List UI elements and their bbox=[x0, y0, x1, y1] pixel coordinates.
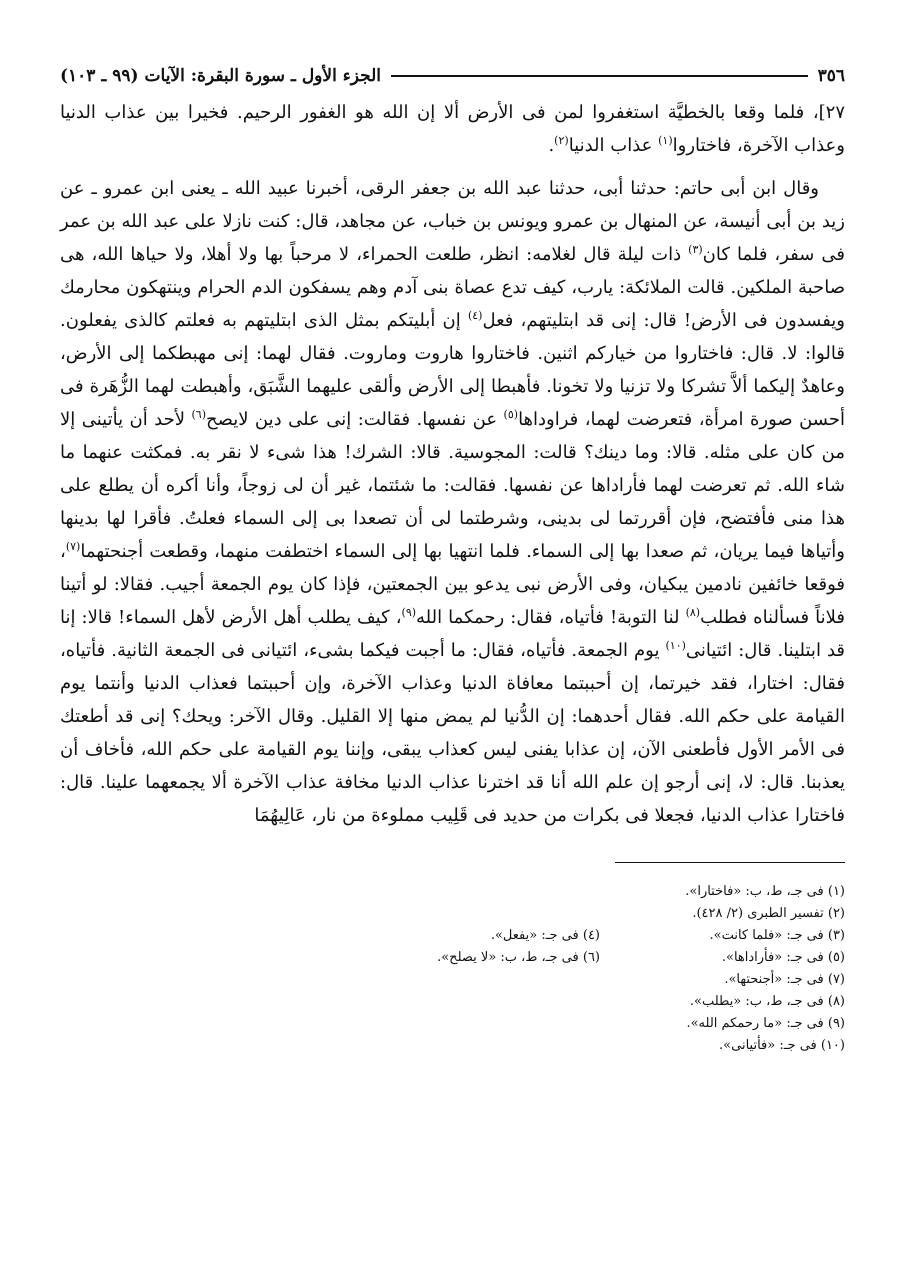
text-segment: عذاب الدنيا bbox=[568, 135, 659, 156]
footnote: (٣) فى جـ: «فلما كانت». bbox=[709, 928, 845, 943]
footnote-marker: (٥) bbox=[503, 408, 519, 421]
footnote: (٨) فى جـ، ط، ب: «يطلب». bbox=[689, 994, 845, 1009]
footnotes bbox=[60, 881, 845, 1057]
text-segment: عن نفسها. فقالت: إنى على دين لايصح bbox=[205, 409, 504, 430]
body-text bbox=[60, 96, 845, 832]
footnote: (٦) فى جـ، ط، ب: «لا يصلح». bbox=[437, 950, 600, 965]
document-page bbox=[60, 60, 845, 1057]
text-segment: ٢٧]، فلما وقعا بالخطيَّة استغفروا لمن فى الأرض ألا إن الله هو الغفور الرحيم. فخيرا بين عذاب الدنيا وعذاب الآخرة، فاختاروا bbox=[60, 102, 845, 156]
running-title: الجزء الأول ـ سورة البقرة: الآيات (٩٩ ـ ١٠٣) bbox=[60, 66, 381, 86]
footnote: (٥) فى جـ: «فأراداها». bbox=[721, 950, 845, 965]
text-segment: يوم الجمعة. فأتياه، فقال: ما أجبت فيكما بشىء، ائتيانى فى الجمعة الثانية. فأتياه، فقال: اختارا، فقد خيرتما، إن أحببتما معافاة الدنيا وعذاب الآخرة، وإن أحببتما فعذاب الدنيا وأنتما يوم القيامة على حكم الله. فقال أحدهما: إن الدُّنيا لم يمض منها إلا القليل. وقال الآخر: ويحك؟ إنى قد أطعتك فى الأمر الأول فأطعنى الآن، إن عذابا يفنى ليس كعذاب يبقى، وإننا يوم القيامة على حكم الله، فأخاف أن يعذبنا. قال: لا، إنى أرجو إن علم الله أنا قد اخترنا عذاب الدنيا مخافة عذاب الآخرة ألا يجمعهما علينا. قال: فاختارا عذاب الدنيا، فجعلا فى بكرات من حديد فى قَلِيب مملوءة من نار، عَالِيهُمَا bbox=[60, 640, 845, 826]
footnote: (٢) تفسير الطبرى (٢/ ٤٢٨). bbox=[692, 906, 845, 921]
footnotes-column-1 bbox=[600, 881, 845, 1057]
footnote-marker: (٦) bbox=[191, 408, 206, 421]
paragraph bbox=[60, 172, 845, 832]
footnote: (٧) فى جـ: «أجنحتها». bbox=[724, 972, 845, 987]
text-segment: ، فوقعا خائفين نادمين يبكيان، وفى الأرض نبى يدعو بين الجمعتين، فإذا كان يوم الجمعة أجيب. فقالا: لو أتينا فلاناً فسألناه فطلب bbox=[60, 541, 846, 628]
header-rule bbox=[391, 75, 808, 77]
footnote-marker: (٢) bbox=[554, 134, 569, 147]
paragraph bbox=[60, 96, 845, 162]
footnote: (١) فى جـ، ط، ب: «فاختارا». bbox=[685, 884, 845, 899]
text-segment: . bbox=[548, 135, 555, 156]
footnote-marker: (١) bbox=[658, 134, 673, 147]
text-segment: لنا التوبة! فأتياه، فقال: رحمكما الله bbox=[416, 607, 686, 628]
text-segment: لأحد أن يأتينى إلا من كان على مثله. قالا: وما دينك؟ قالت: المجوسية. قالا: الشرك! هذا شىء لا نقر به. فمكثت عنهما ما شاء الله. ثم تعرضت لهما فأراداها عن نفسها. فقالت: ما شئتما، غير أن لى زوجاً، وأنا أكره أن يطلع على هذا منى فأفتضح، فإن أقررتما لى بدينى، وشرطتما لى أن تصعدا بى إلى السماء فعلتُ. فأقرا لها بدينها وأتياها فيما يريان، ثم صعدا بها إلى السماء. فلما انتهيا بها إلى السماء اختطفت منهما، وقطعت أجنحتهما bbox=[60, 409, 845, 562]
footnote-marker: (٨) bbox=[685, 606, 701, 619]
footnotes-column-2 bbox=[340, 881, 600, 1057]
footnote-separator bbox=[60, 862, 845, 863]
page-header bbox=[60, 60, 845, 92]
text-segment: ذات ليلة قال لغلامه: انظر، طلعت الحمراء، لا مرحباً بها ولا أهلا، ولا حياها الله، هى صاحبة الملكين. قالت الملائكة: يارب، كيف تدع عصاة بنى آدم وهم يسفكون الدم الحرام وينتهكون محارمك ويفسدون فى الأرض! قال: إنى قد ابتليتهم، فعل bbox=[60, 244, 845, 331]
footnote-marker: (١٠) bbox=[665, 639, 686, 652]
footnote-marker: (٧) bbox=[65, 540, 81, 553]
text-segment: ، كيف يطلب أهل الأرض لأهل السماء! قالا: إنا قد ابتلينا. قال: ائتيانى bbox=[60, 607, 845, 661]
footnote-marker: (٣) bbox=[688, 243, 703, 256]
page-number: ٣٥٦ bbox=[817, 66, 845, 86]
text-segment: إن أبليتكم بمثل الذى ابتليتهم به فعلتم كالذى يفعلون. قالوا: لا. قال: فاختاروا من خياركم اثنين. فاختاروا هاروت وماروت. فقال لهما: إنى مهبطكما إلى الأرض، وعاهدٌ إليكما ألاَّ تشركا ولا تزنيا ولا تخونا. فأهبطا إلى الأرض وألقى عليهما الشَّبَق، وأهبطت لهما الزُّهَرة فى أحسن صورة امرأة، فتعرضت لهما، فراوداها bbox=[60, 310, 845, 430]
footnote-marker: (٩) bbox=[401, 606, 417, 619]
footnote: (١٠) فى جـ: «فأتيانى». bbox=[719, 1038, 845, 1053]
text-segment: وقال ابن أبى حاتم: حدثنا أبى، حدثنا عبد الله بن جعفر الرقى، أخبرنا عبيد الله ـ يعنى ابن عمرو ـ عن زيد بن أبى أنيسة، عن المنهال بن عمرو ويونس بن خباب، عن مجاهد، قال: كنت نازلا على عبد الله بن عمر فى سفر، فلما كان bbox=[60, 178, 845, 265]
footnote: (٤) فى جـ: «يفعل». bbox=[490, 928, 600, 943]
footnote: (٩) فى جـ: «ما رحمكم الله». bbox=[686, 1016, 845, 1031]
footnote-marker: (٤) bbox=[467, 309, 483, 322]
